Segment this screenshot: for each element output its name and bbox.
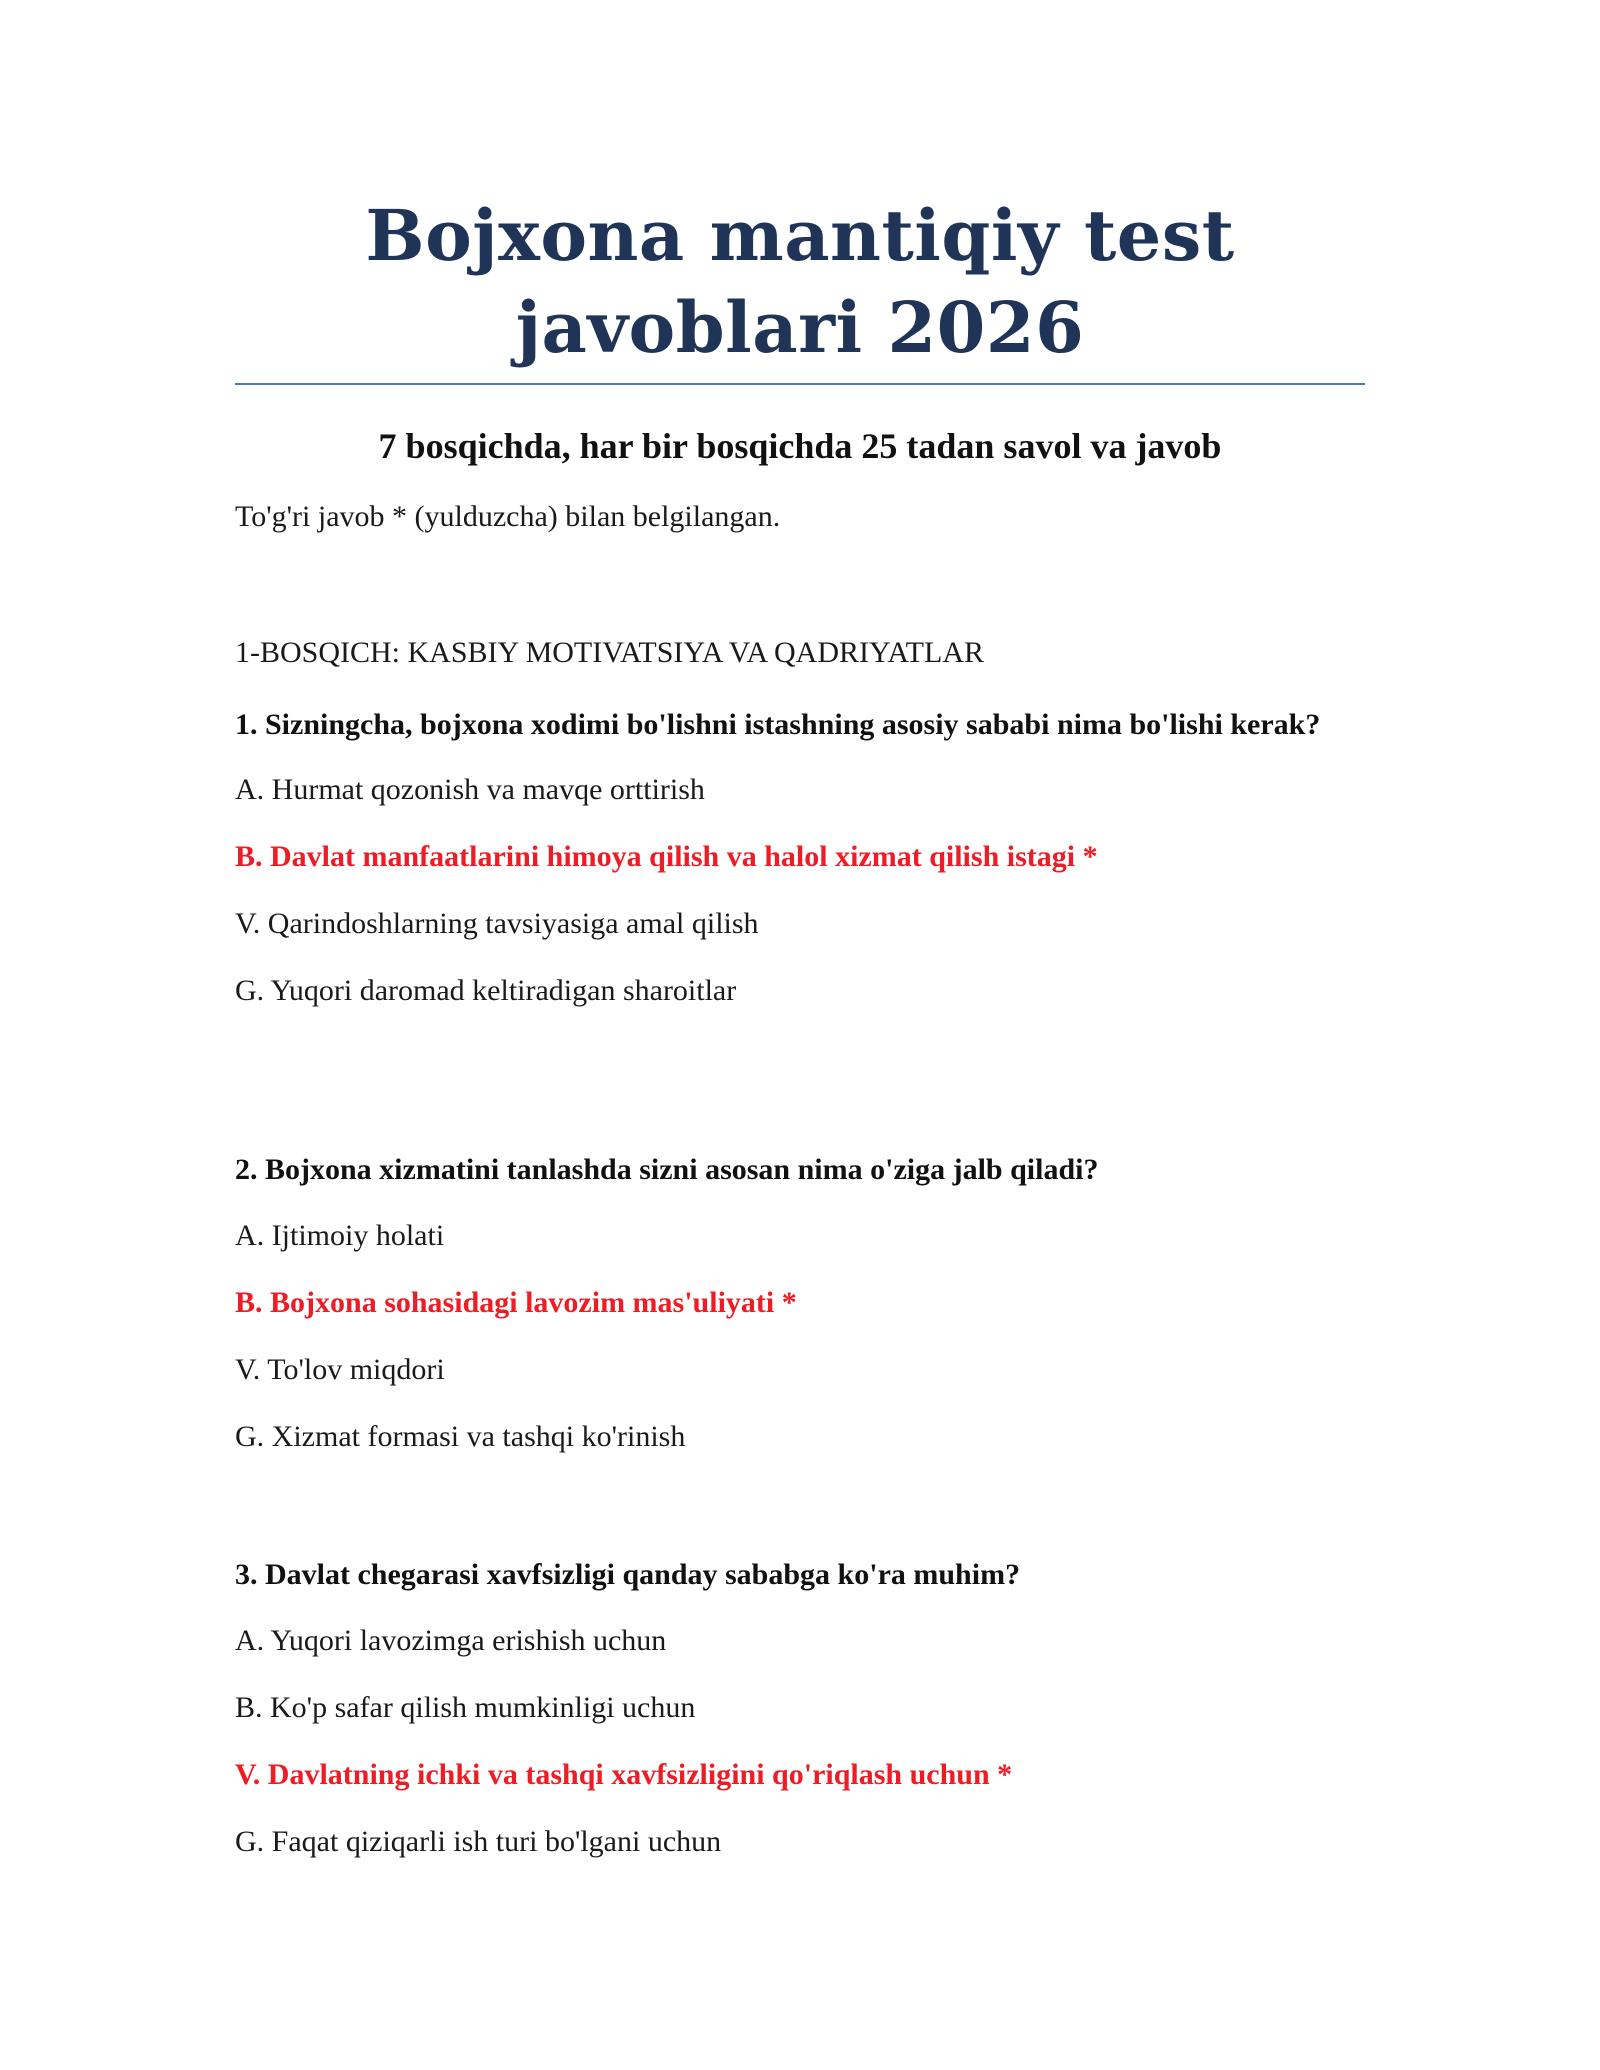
answer-option-g: G. Faqat qiziqarli ish turi bo'lgani uchun [235,1825,722,1858]
answer-option-b-correct: B. Davlat manfaatlarini himoya qilish va halol xizmat qilish istagi * [235,840,1098,873]
answer-option-g: G. Xizmat formasi va tashqi ko'rinish [235,1420,686,1453]
answer-option-g: G. Yuqori daromad keltiradigan sharoitlar [235,974,737,1007]
answer-option-b: B. Ko'p safar qilish mumkinligi uchun [235,1691,696,1724]
answer-option-a: A. Hurmat qozonish va mavqe orttirish [235,773,705,806]
question-text: 3. Davlat chegarasi xavfsizligi qanday sababga ko'ra muhim? [235,1558,1021,1591]
document-subtitle: 7 bosqichda, har bir bosqichda 25 tadan savol va javob [378,426,1222,466]
question-block-2 [235,1149,1365,1457]
question-text: 2. Bojxona xizmatini tanlashda sizni asosan nima o'ziga jalb qiladi? [235,1153,1099,1186]
question-text: 1. Sizningcha, bojxona xodimi bo'lishni istashning asosiy sababi nima bo'lishi kerak? [235,708,1321,741]
intro-note: To'g'ri javob * (yulduzcha) bilan belgilangan. [235,500,781,533]
document-title: Bojxona mantiqiy test javoblari 2026 [365,194,1235,369]
answer-option-v: V. Qarindoshlarning tavsiyasiga amal qilish [235,907,759,940]
answer-option-v: V. To'lov miqdori [235,1353,445,1386]
title-divider [235,383,1365,385]
answer-option-a: A. Yuqori lavozimga erishish uchun [235,1624,667,1657]
answer-option-a: A. Ijtimoiy holati [235,1219,445,1252]
stage-heading: 1-BOSQICH: KASBIY MOTIVATSIYA VA QADRIYATLAR [235,636,984,669]
answer-option-v-correct: V. Davlatning ichki va tashqi xavfsizligini qo'riqlash uchun * [235,1758,1013,1791]
answer-option-b-correct: B. Bojxona sohasidagi lavozim mas'uliyati * [235,1286,797,1319]
question-block-3 [235,1554,1365,1862]
question-block-1 [235,704,1365,1011]
